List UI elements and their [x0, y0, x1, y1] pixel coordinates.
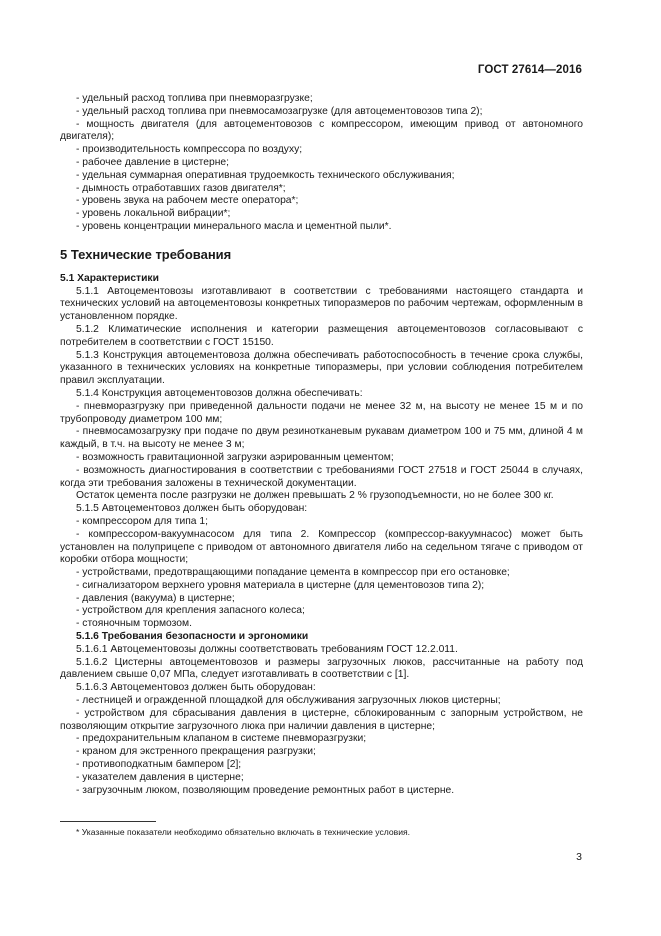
list-item: - компрессором-вакуумнасосом для типа 2. Компрессор (компрессор-вакуумнасос) может быть установлен на полуприцепе с приводом от автономного двигателя либо на седельном тягаче с приводом от коробки отбора мощности; — [60, 528, 583, 566]
list-item: - удельная суммарная оперативная трудоемкость технического обслуживания; — [76, 169, 455, 181]
subsection-heading: 5.1.6 Требования безопасности и эргономики — [76, 631, 309, 643]
paragraph: 5.1.6.3 Автоцементовоз должен быть оборудован: — [76, 682, 316, 694]
list-item: - уровень локальной вибрации*; — [76, 208, 231, 220]
section-heading: 5 Технические требования — [60, 246, 232, 262]
list-item: - устройством для крепления запасного колеса; — [76, 605, 305, 617]
paragraph: 5.1.3 Конструкция автоцементовоза должна обеспечивать работоспособность в течение срока службы, указанного в технических условиях на конкретные типоразмеры, при условии соблюдения потребителем правил эксплуатации. — [60, 349, 583, 387]
list-item: - уровень концентрации минерального масла и цементной пыли*. — [76, 220, 392, 232]
paragraph: 5.1.2 Климатические исполнения и категории размещения автоцементовозов согласовывают с потребителем в соответствии с ГОСТ 15150. — [60, 323, 583, 348]
list-item: - пневмосамозагрузку при подаче по двум резинотканевым рукавам диаметром 100 и 75 мм, длиной 4 м каждый, в т.ч. на высоту не менее 3 м; — [60, 426, 583, 451]
list-item: - компрессором для типа 1; — [76, 515, 208, 527]
list-item: - возможность диагностирования в соответствии с требованиями ГОСТ 27518 и ГОСТ 25044 в случаях, когда эти требования заложены в технической документации. — [60, 464, 583, 489]
list-item: - устройством для сбрасывания давления в цистерне, сблокированным с запорным устройством, не позволяющим открытие загрузочного люка при наличии давления в цистерне; — [60, 707, 583, 732]
subsection-heading: 5.1 Характеристики — [60, 272, 159, 284]
list-item: - загрузочным люком, позволяющим проведение ремонтных работ в цистерне. — [76, 784, 455, 796]
list-item: - краном для экстренного прекращения разгрузки; — [76, 746, 316, 758]
list-item: - производительность компрессора по воздуху; — [76, 144, 303, 156]
list-item: - уровень звука на рабочем месте оператора*; — [76, 195, 299, 207]
footnote-divider — [60, 821, 156, 822]
paragraph: 5.1.6.1 Автоцементовозы должны соответствовать требованиям ГОСТ 12.2.011. — [76, 643, 458, 655]
list-item: - стояночным тормозом. — [76, 618, 192, 630]
list-item: - пневморазгрузку при приведенной дальности подачи не менее 32 м, на высоту не менее 15 м и по трубопроводу диаметром 100 мм; — [60, 400, 583, 425]
list-item: - давления (вакуума) в цистерне; — [76, 592, 235, 604]
list-item: - мощность двигателя (для автоцементовозов с компрессором, имеющим привод от автономного двигателя); — [60, 118, 583, 143]
paragraph: 5.1.5 Автоцементовоз должен быть оборудован: — [76, 503, 308, 515]
list-item: - предохранительным клапаном в системе пневморазгрузки; — [76, 733, 367, 745]
paragraph: Остаток цемента после разгрузки не должен превышать 2 % грузоподъемности, но не более 300 кг. — [76, 490, 554, 502]
list-item: - дымность отработавших газов двигателя*; — [76, 182, 286, 194]
footnote: * Указанные показатели необходимо обязательно включать в технические условия. — [76, 827, 411, 837]
list-item: - сигнализатором верхнего уровня материала в цистерне (для цементовозов типа 2); — [76, 579, 485, 591]
list-item: - указателем давления в цистерне; — [76, 771, 244, 783]
list-item: - лестницей и огражденной площадкой для обслуживания загрузочных люков цистерны; — [76, 695, 501, 707]
list-item: - устройствами, предотвращающими попадание цемента в компрессор при его остановке; — [76, 567, 510, 579]
paragraph: 5.1.6.2 Цистерны автоцементовозов и размеры загрузочных люков, рассчитанные на работу под давлением свыше 0,07 МПа, следует изготавливать в соответствии с [1]. — [60, 656, 583, 681]
list-item: - рабочее давление в цистерне; — [76, 156, 230, 168]
list-item: - возможность гравитационной загрузки аэрированным цементом; — [76, 451, 394, 463]
list-item: - противоподкатным бампером [2]; — [76, 759, 242, 771]
page-content — [60, 93, 583, 797]
document-code: ГОСТ 27614—2016 — [477, 64, 582, 76]
list-item: - удельный расход топлива при пневмосамозагрузке (для автоцементовозов типа 2); — [76, 105, 483, 117]
paragraph: 5.1.1 Автоцементовозы изготавливают в соответствии с требованиями настоящего стандарта и технических условий на автоцементовозы конкретных типоразмеров по рабочим чертежам, оформленным в установленном порядке. — [60, 285, 583, 323]
page-number: 3 — [576, 851, 582, 863]
list-item: - удельный расход топлива при пневморазгрузке; — [76, 93, 313, 104]
paragraph: 5.1.4 Конструкция автоцементовозов должна обеспечивать: — [76, 387, 363, 399]
